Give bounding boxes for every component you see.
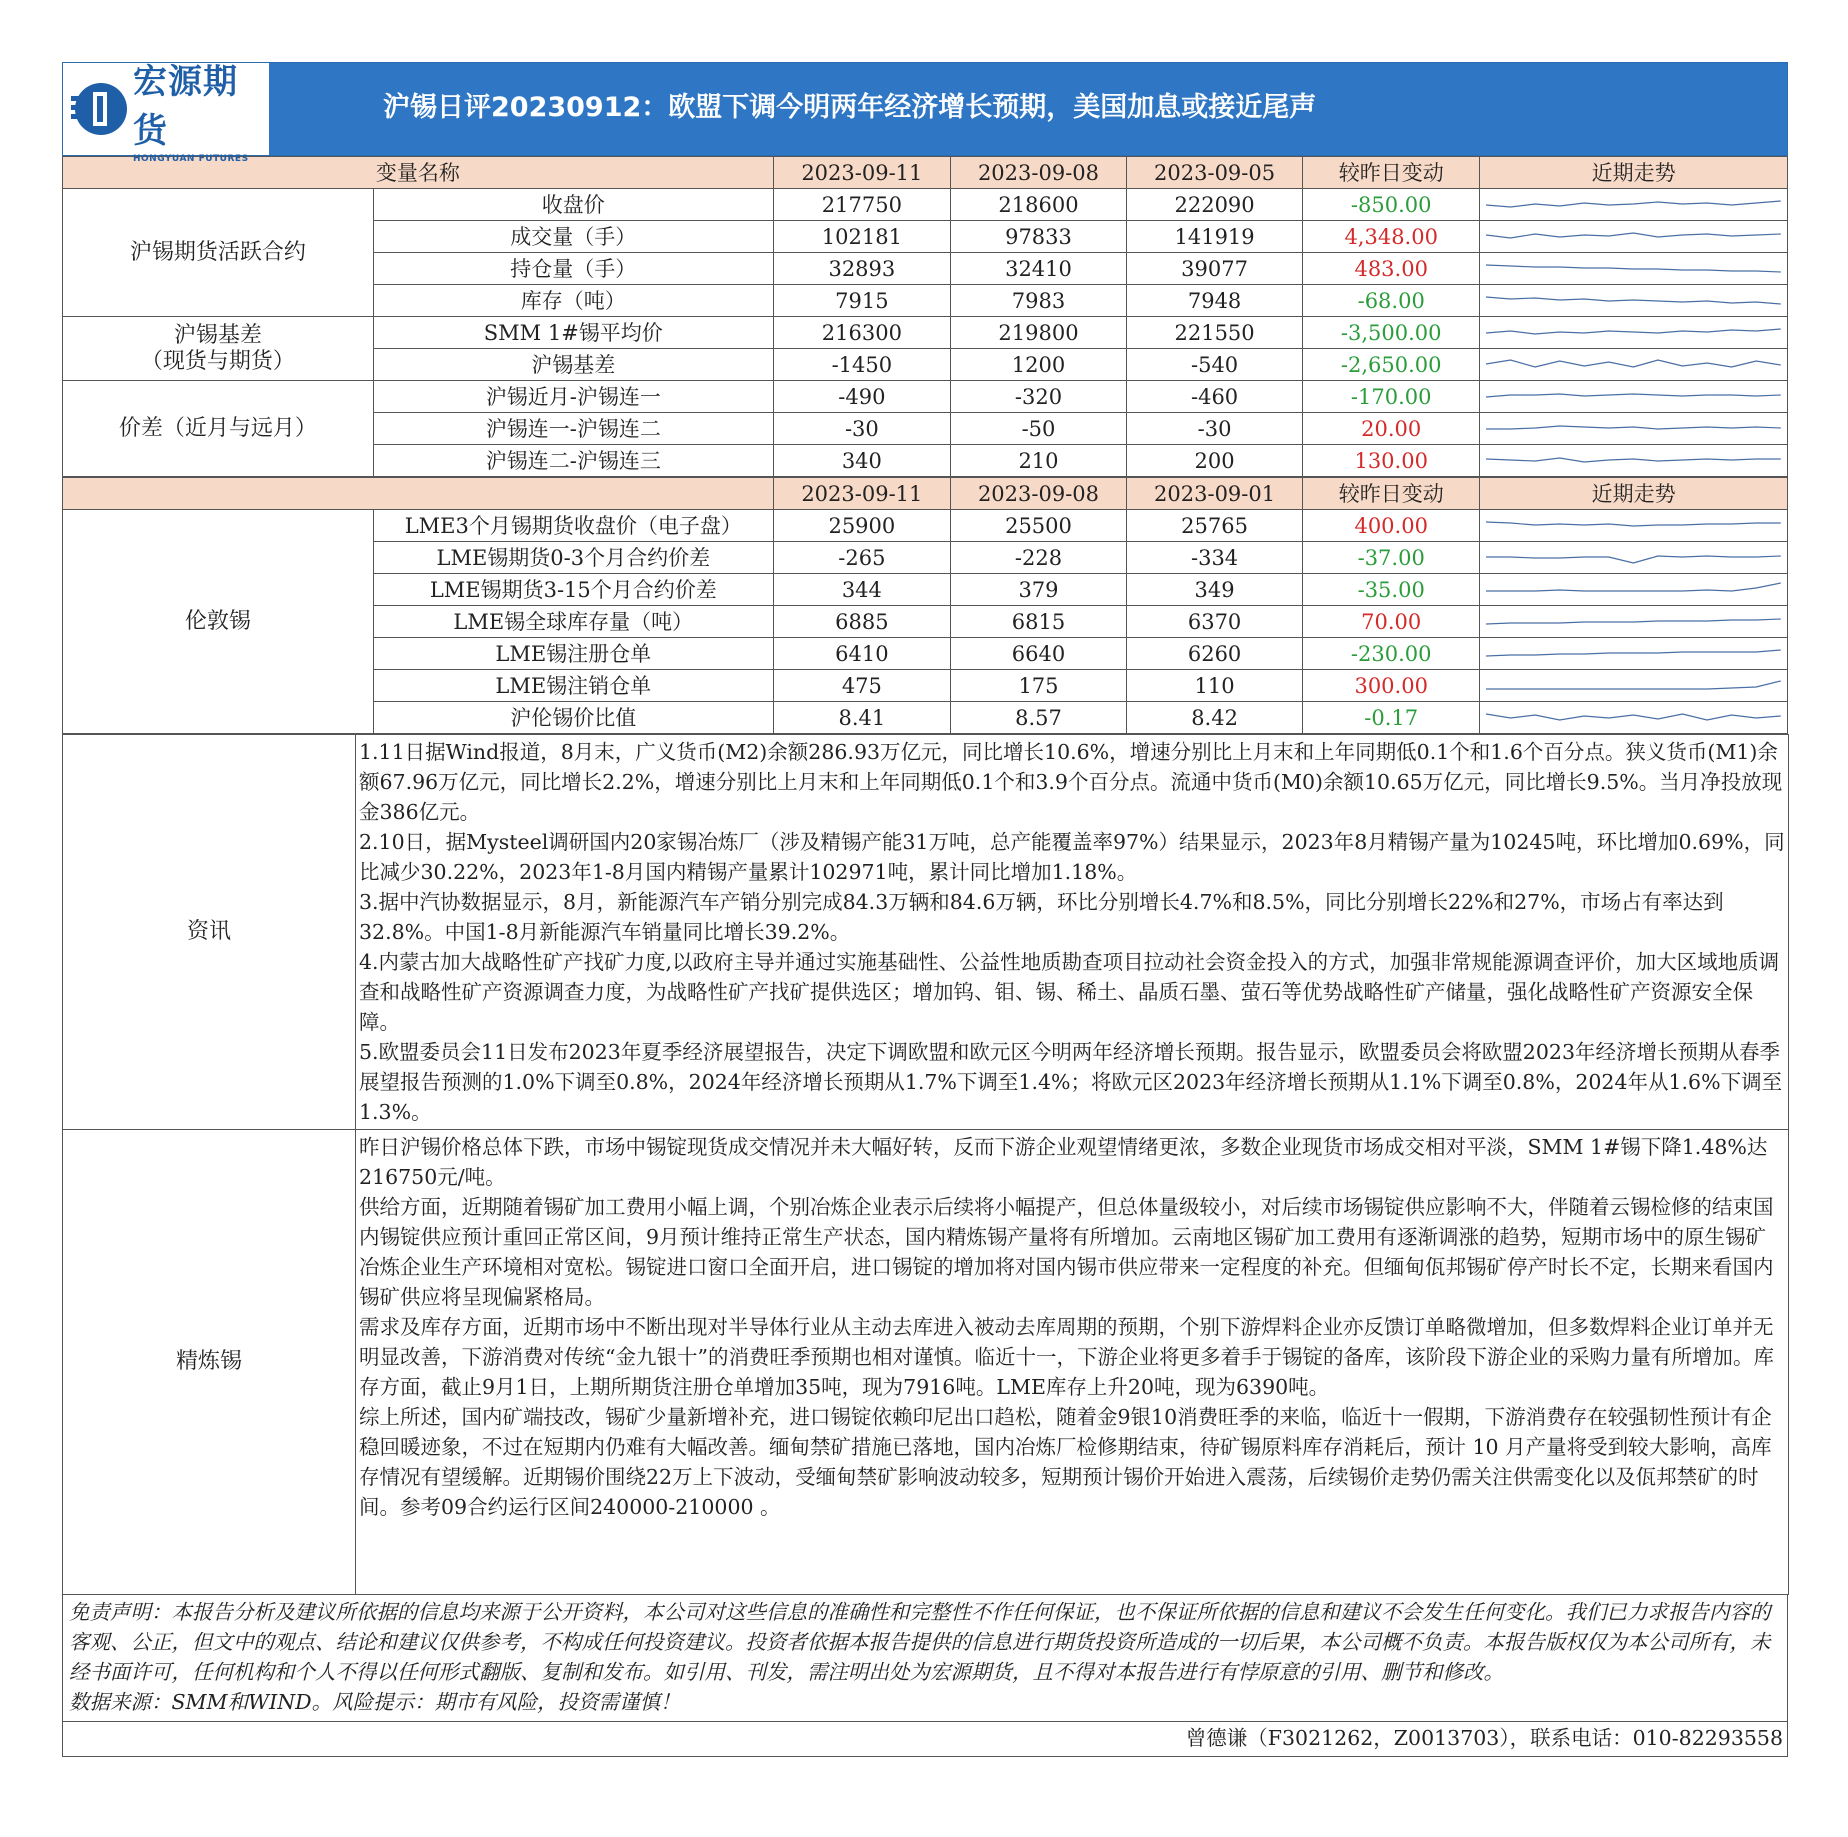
trend-sparkline [1480,638,1788,670]
value-date-1: 216300 [773,317,950,349]
daily-change: -3,500.00 [1303,317,1480,349]
value-date-2: 219800 [950,317,1126,349]
daily-change: -170.00 [1303,381,1480,413]
analysis-paragraph: 供给方面，近期随着锡矿加工费用小幅上调，个别冶炼企业表示后续将小幅提产，但总体量级较小，对后续市场锡锭供应影响不大，伴随着云锡检修的结束国内锡锭供应预计重回正常区间，9月预计维持正常生产状态，国内精炼锡产量将有所增加。云南地区锡矿加工费用有逐渐调涨的趋势，短期市场中的原生锡矿冶炼企业生产环境相对宽松。锡锭进口窗口全面开启，进口锡锭的增加将对国内锡市供应带来一定程度的补充。但缅甸佤邦锡矿停产时长不定，长期来看国内锡矿供应将呈现偏紧格局。 [359,1195,1774,1309]
trend-sparkline [1480,253,1788,285]
table-row [63,510,1788,542]
daily-change: -35.00 [1303,574,1480,606]
value-date-2: -320 [950,381,1126,413]
value-date-3: 6260 [1127,638,1303,670]
trend-sparkline [1480,221,1788,253]
value-date-1: 217750 [773,189,950,221]
header-col-date-3: 2023-09-05 [1127,157,1303,189]
news-row [63,735,1789,1130]
value-date-1: 6885 [773,606,950,638]
hongyuan-logo-icon [71,74,127,144]
report-title: 沪锡日评20230912：欧盟下调今明两年经济增长预期，美国加息或接近尾声 [383,92,1317,123]
row-label: LME锡注销仓单 [373,670,773,702]
value-date-3: -460 [1127,381,1303,413]
trend-sparkline [1480,317,1788,349]
value-date-3: 25765 [1127,510,1303,542]
trend-sparkline [1480,574,1788,606]
value-date-1: 8.41 [773,702,950,734]
header-row [63,157,1788,189]
value-date-2: 8.57 [950,702,1126,734]
lme-tin-table [62,477,1788,734]
value-date-2: 6815 [950,606,1126,638]
header-col-date-2: 2023-09-08 [950,478,1126,510]
daily-change: -68.00 [1303,285,1480,317]
row-label: 成交量（手） [373,221,773,253]
logo-chinese-name: 宏源期货 [133,62,238,151]
value-date-2: 175 [950,670,1126,702]
commentary-table [62,734,1789,1595]
header-col-change: 较昨日变动 [1303,478,1480,510]
daily-change: 20.00 [1303,413,1480,445]
header-col-trend: 近期走势 [1480,157,1788,189]
header-row [63,478,1788,510]
value-date-1: 6410 [773,638,950,670]
value-date-3: 200 [1127,445,1303,477]
value-date-3: -30 [1127,413,1303,445]
value-date-1: 7915 [773,285,950,317]
value-date-2: 218600 [950,189,1126,221]
table-row [63,317,1788,349]
row-label: 库存（吨） [373,285,773,317]
trend-sparkline [1480,413,1788,445]
header-col-change: 较昨日变动 [1303,157,1480,189]
value-date-2: 25500 [950,510,1126,542]
trend-sparkline [1480,510,1788,542]
news-item: 5.欧盟委员会11日发布2023年夏季经济展望报告，决定下调欧盟和欧元区今明两年经济增长预期。报告显示，欧盟委员会将欧盟2023年经济增长预期从春季展望报告预测的1.0%下调至0.8%，2024年经济增长预期从1.7%下调至1.4%；将欧元区2023年经济增长预期从1.1%下调至0.8%，2024年从1.6%下调至1.3%。 [359,1040,1783,1124]
value-date-1: 102181 [773,221,950,253]
value-date-2: 97833 [950,221,1126,253]
news-item: 2.10日，据Mysteel调研国内20家锡冶炼厂（涉及精锡产能31万吨，总产能覆盖率97%）结果显示，2023年8月精锡产量为10245吨，环比增加0.69%，同比减少30.22%，2023年1-8月国内精锡产量累计102971吨，累计同比增加1.18%。 [359,830,1785,884]
value-date-1: 32893 [773,253,950,285]
row-label: 沪锡连一-沪锡连二 [373,413,773,445]
trend-sparkline [1480,349,1788,381]
header-col-name [63,478,774,510]
daily-change: -2,650.00 [1303,349,1480,381]
analysis-row [63,1130,1789,1595]
value-date-1: -30 [773,413,950,445]
daily-change: -230.00 [1303,638,1480,670]
value-date-1: 25900 [773,510,950,542]
report-sheet [62,62,1788,1757]
header-col-date-1: 2023-09-11 [773,478,950,510]
report-header [62,62,1788,164]
row-label: LME3个月锡期货收盘价（电子盘） [373,510,773,542]
header-col-name: 变量名称 [63,157,774,189]
analysis-paragraph: 需求及库存方面，近期市场中不断出现对半导体行业从主动去库进入被动去库周期的预期，个别下游焊料企业亦反馈订单略微增加，但多数焊料企业订单并无明显改善，下游消费对传统“金九银十”的消费旺季预期也相对谨慎。临近十一，下游企业将更多着手于锡锭的备库，该阶段下游企业的采购力量有所增加。库存方面，截止9月1日，上期所期货注册仓单增加35吨，现为7916吨。LME库存上升20吨，现为6390吨。 [359,1315,1774,1399]
analysis-content [356,1130,1789,1595]
daily-change: -0.17 [1303,702,1480,734]
disclaimer [62,1595,1788,1722]
row-label: 收盘价 [373,189,773,221]
value-date-1: 340 [773,445,950,477]
value-date-1: -1450 [773,349,950,381]
table-row [63,189,1788,221]
trend-sparkline [1480,702,1788,734]
value-date-2: 6640 [950,638,1126,670]
trend-sparkline [1480,285,1788,317]
trend-sparkline [1480,606,1788,638]
news-item: 3.据中汽协数据显示，8月，新能源汽车产销分别完成84.3万辆和84.6万辆，环比分别增长4.7%和8.5%，同比分别增长22%和27%，市场占有率达到32.8%。中国1-8月新能源汽车销量同比增长39.2%。 [359,890,1724,944]
news-item: 4.内蒙古加大战略性矿产找矿力度,以政府主导并通过实施基础性、公益性地质勘查项目拉动社会资金投入的方式，加强非常规能源调查评价，加大区域地质调查和战略性矿产资源调查力度，为战略性矿产找矿提供选区；增加钨、钼、锡、稀土、晶质石墨、萤石等优势战略性矿产储量，强化战略性矿产资源安全保障。 [359,950,1780,1034]
row-label: SMM 1#锡平均价 [373,317,773,349]
daily-change: -850.00 [1303,189,1480,221]
row-label: 沪锡连二-沪锡连三 [373,445,773,477]
value-date-3: -334 [1127,542,1303,574]
trend-sparkline [1480,670,1788,702]
logo-english-name: HONGYUAN FUTURES [133,154,249,164]
analyst-contact: 曾德谦（F3021262，Z0013703），联系电话：010-82293558 [62,1722,1788,1757]
header-col-date-2: 2023-09-08 [950,157,1126,189]
row-label: 沪锡近月-沪锡连一 [373,381,773,413]
analysis-paragraph: 昨日沪锡价格总体下跌，市场中锡锭现货成交情况并未大幅好转，反而下游企业观望情绪更浓，多数企业现货市场成交相对平淡，SMM 1#锡下降1.48%达216750元/吨。 [359,1135,1768,1189]
value-date-2: 32410 [950,253,1126,285]
row-label: LME锡注册仓单 [373,638,773,670]
row-label: LME锡全球库存量（吨） [373,606,773,638]
value-date-3: 39077 [1127,253,1303,285]
value-date-2: 7983 [950,285,1126,317]
daily-change: 400.00 [1303,510,1480,542]
value-date-3: -540 [1127,349,1303,381]
row-label: LME锡期货0-3个月合约价差 [373,542,773,574]
value-date-3: 222090 [1127,189,1303,221]
value-date-1: -265 [773,542,950,574]
trend-sparkline [1480,542,1788,574]
daily-change: 300.00 [1303,670,1480,702]
analysis-label: 精炼锡 [63,1130,356,1595]
row-label: 沪伦锡价比值 [373,702,773,734]
header-col-date-3: 2023-09-01 [1127,478,1303,510]
value-date-3: 221550 [1127,317,1303,349]
header-col-trend: 近期走势 [1480,478,1788,510]
trend-sparkline [1480,189,1788,221]
value-date-2: 210 [950,445,1126,477]
value-date-3: 141919 [1127,221,1303,253]
group-label: 沪锡基差 （现货与期货） [63,317,374,381]
value-date-1: 475 [773,670,950,702]
row-label: 沪锡基差 [373,349,773,381]
daily-change: -37.00 [1303,542,1480,574]
shfe-tin-table [62,156,1788,477]
row-label: LME锡期货3-15个月合约价差 [373,574,773,606]
group-label: 伦敦锡 [63,510,374,734]
value-date-3: 349 [1127,574,1303,606]
table-row [63,381,1788,413]
value-date-3: 6370 [1127,606,1303,638]
news-item: 1.11日据Wind报道，8月末，广义货币(M2)余额286.93万亿元，同比增长10.6%，增速分别比上月末和上年同期低0.1个和1.6个百分点。狭义货币(M1)余额67.96万亿元，同比增长2.2%，增速分别比上月末和上年同期低0.1个和3.9个百分点。流通中货币(M0)余额10.65万亿元，同比增长9.5%。当月净投放现金386亿元。 [359,740,1783,824]
daily-change: 483.00 [1303,253,1480,285]
value-date-3: 7948 [1127,285,1303,317]
news-content [356,735,1789,1130]
analysis-paragraph: 综上所述，国内矿端技改，锡矿少量新增补充，进口锡锭依赖印尼出口趋松，随着金9银10消费旺季的来临，临近十一假期，下游消费存在较强韧性预计有企稳回暖迹象，不过在短期内仍难有大幅改善。缅甸禁矿措施已落地，国内冶炼厂检修期结束，待矿锡原料库存消耗后，预计 10 月产量将受到较大影响，高库存情况有望缓解。近期锡价围绕22万上下波动，受缅甸禁矿影响波动较多，短期预计锡价开始进入震荡，后续锡价走势仍需关注供需变化以及佤邦禁矿的时间。参考09合约运行区间240000-210000 。 [359,1405,1772,1519]
value-date-1: 344 [773,574,950,606]
group-label: 沪锡期货活跃合约 [63,189,374,317]
group-label: 价差（近月与远月） [63,381,374,477]
row-label: 持仓量（手） [373,253,773,285]
daily-change: 4,348.00 [1303,221,1480,253]
data-source-note: 数据来源：SMM和WIND。风险提示：期市有风险，投资需谨慎！ [69,1690,681,1714]
trend-sparkline [1480,381,1788,413]
value-date-3: 110 [1127,670,1303,702]
value-date-1: -490 [773,381,950,413]
value-date-2: -50 [950,413,1126,445]
company-logo [63,62,269,164]
value-date-2: 1200 [950,349,1126,381]
header-col-date-1: 2023-09-11 [773,157,950,189]
daily-change: 70.00 [1303,606,1480,638]
trend-sparkline [1480,445,1788,477]
news-label: 资讯 [63,735,356,1130]
disclaimer-text: 免责声明：本报告分析及建议所依据的信息均来源于公开资料，本公司对这些信息的准确性和完整性不作任何保证，也不保证所依据的信息和建议不会发生任何变化。我们已力求报告内容的客观、公正，但文中的观点、结论和建议仅供参考，不构成任何投资建议。投资者依据本报告提供的信息进行期货投资所造成的一切后果，本公司概不负责。本报告版权仅为本公司所有，未经书面许可，任何机构和个人不得以任何形式翻版、复制和发布。如引用、刊发，需注明出处为宏源期货，且不得对本报告进行有悖原意的引用、删节和修改。 [69,1600,1771,1684]
value-date-3: 8.42 [1127,702,1303,734]
value-date-2: -228 [950,542,1126,574]
daily-change: 130.00 [1303,445,1480,477]
value-date-2: 379 [950,574,1126,606]
